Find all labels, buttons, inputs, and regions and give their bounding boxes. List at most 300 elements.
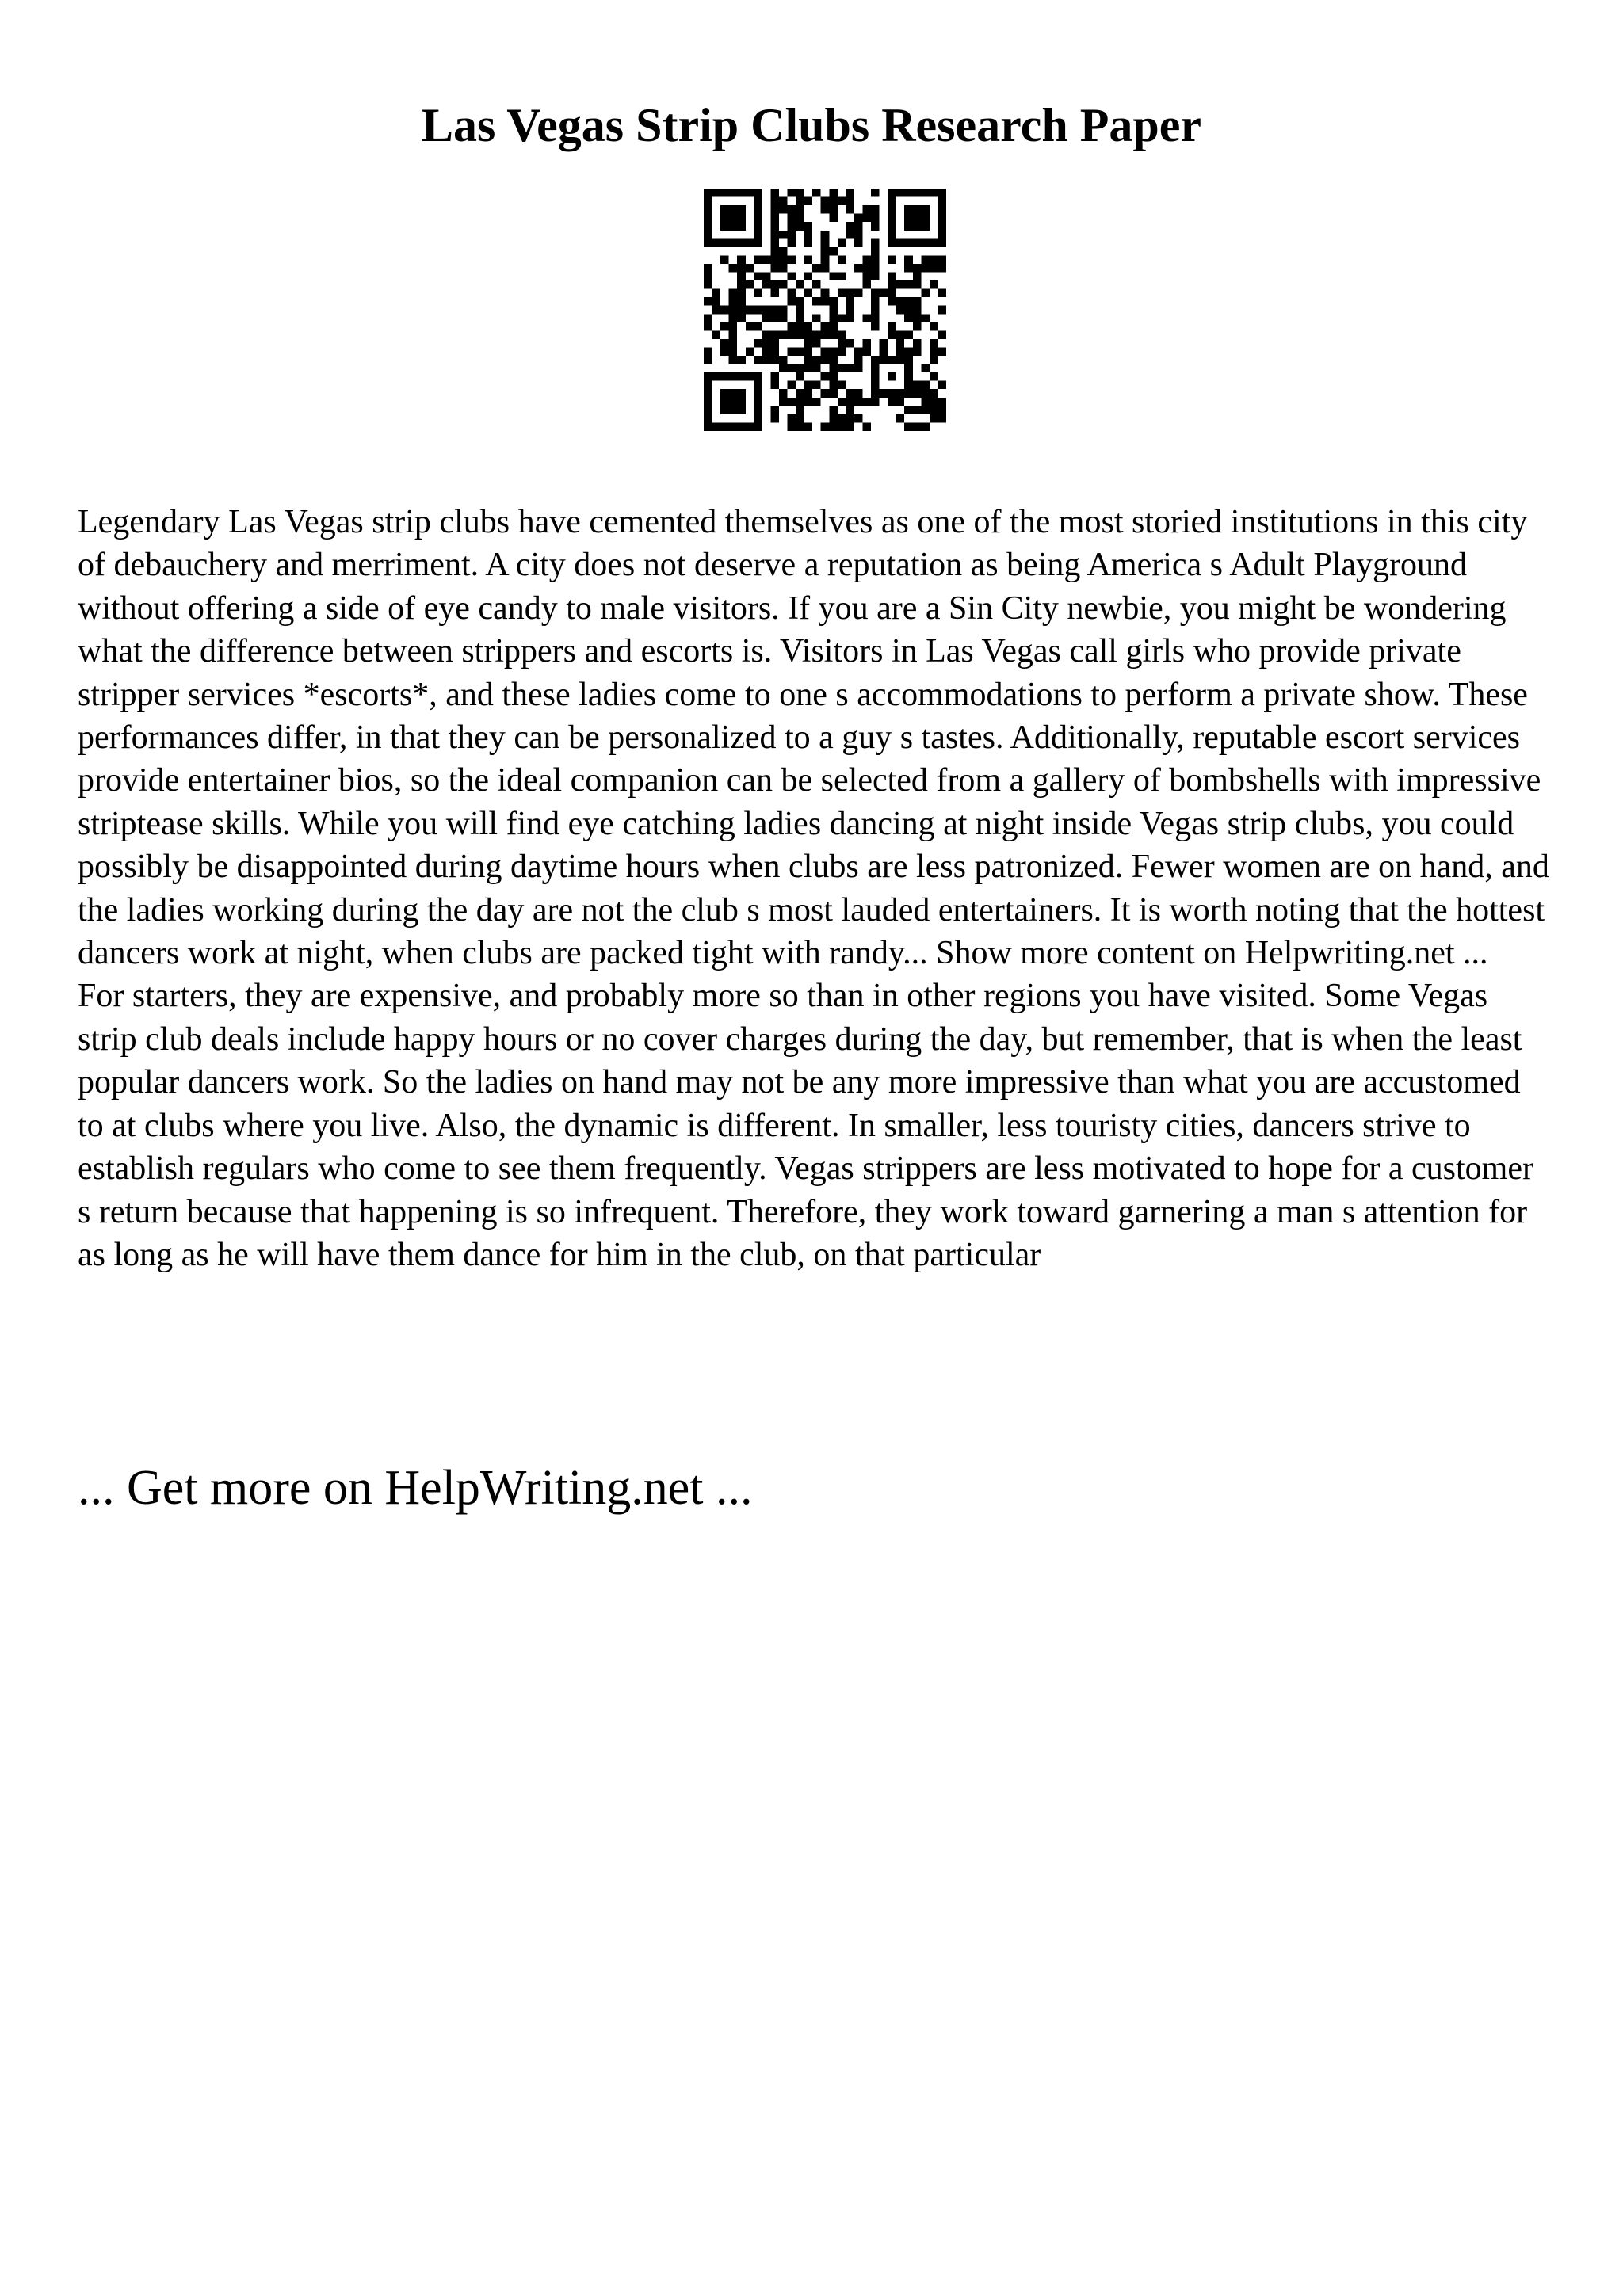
qr-module [888, 273, 896, 281]
qr-module [779, 205, 788, 214]
qr-module [862, 347, 871, 356]
qr-module [804, 356, 813, 364]
qr-module [930, 398, 938, 406]
qr-module [788, 330, 796, 339]
qr-module [829, 247, 838, 256]
qr-module [762, 330, 771, 339]
qr-module [754, 322, 762, 331]
qr-module [729, 238, 738, 247]
qr-module [796, 222, 804, 231]
qr-module [788, 297, 796, 306]
qr-module [904, 389, 913, 398]
qr-module [938, 289, 946, 298]
qr-module [930, 238, 938, 247]
qr-module [829, 347, 838, 356]
qr-module [930, 322, 938, 331]
qr-module [737, 372, 746, 381]
qr-module [737, 189, 746, 197]
qr-module [712, 189, 721, 197]
get-more-link[interactable]: ... Get more on HelpWriting.net ... [78, 1461, 753, 1515]
qr-module [762, 306, 771, 315]
qr-module [838, 289, 846, 298]
qr-code-graphic [704, 189, 946, 431]
qr-module [871, 398, 880, 406]
qr-module [779, 231, 788, 239]
qr-module [754, 356, 762, 364]
qr-module [862, 273, 871, 281]
qr-module [846, 364, 854, 373]
qr-module [921, 398, 930, 406]
qr-module [896, 339, 905, 348]
qr-module [871, 205, 880, 214]
qr-module [754, 422, 762, 431]
qr-module [880, 339, 888, 348]
qr-module [913, 214, 922, 223]
qr-module [737, 289, 746, 298]
qr-module [770, 189, 779, 197]
qr-module [770, 205, 779, 214]
qr-module [871, 238, 880, 247]
qr-module [704, 422, 712, 431]
qr-module [846, 197, 854, 206]
qr-module [729, 389, 738, 398]
qr-module [804, 273, 813, 281]
qr-module [729, 406, 738, 414]
qr-module [754, 389, 762, 398]
qr-module [938, 214, 946, 223]
qr-module [854, 264, 863, 273]
qr-module [729, 347, 738, 356]
qr-module [938, 414, 946, 423]
qr-module [829, 372, 838, 381]
qr-module [720, 255, 729, 264]
qr-module [729, 205, 738, 214]
qr-module [838, 381, 846, 390]
body-text [78, 501, 1552, 1276]
qr-module [904, 372, 913, 381]
qr-module [704, 280, 712, 289]
qr-module [896, 398, 905, 406]
qr-module [729, 214, 738, 223]
qr-module [804, 330, 813, 339]
qr-module [796, 406, 804, 414]
qr-module [796, 306, 804, 315]
qr-module [770, 222, 779, 231]
qr-module [788, 273, 796, 281]
qr-module [804, 389, 813, 398]
qr-module [913, 322, 922, 331]
qr-module [896, 389, 905, 398]
qr-module [930, 280, 938, 289]
qr-module [729, 339, 738, 348]
qr-module [729, 372, 738, 381]
qr-module [880, 347, 888, 356]
qr-module [779, 364, 788, 373]
qr-module [854, 389, 863, 398]
qr-module [904, 406, 913, 414]
qr-module [770, 264, 779, 273]
qr-module [896, 306, 905, 315]
qr-module [729, 297, 738, 306]
qr-module [829, 330, 838, 339]
qr-module [754, 238, 762, 247]
qr-module [871, 356, 880, 364]
qr-module [804, 222, 813, 231]
qr-module [770, 306, 779, 315]
qr-module [770, 238, 779, 247]
qr-module [821, 197, 830, 206]
qr-module [754, 231, 762, 239]
qr-module [770, 414, 779, 423]
qr-module [896, 356, 905, 364]
qr-module [704, 189, 712, 197]
qr-module [779, 197, 788, 206]
qr-module [846, 189, 854, 197]
qr-module [913, 238, 922, 247]
qr-module [704, 297, 712, 306]
qr-module [720, 322, 729, 331]
qr-module [888, 280, 896, 289]
qr-module [704, 273, 712, 281]
qr-module [888, 238, 896, 247]
qr-module [796, 297, 804, 306]
qr-module [871, 214, 880, 223]
qr-module [904, 280, 913, 289]
qr-module [720, 406, 729, 414]
qr-module [904, 255, 913, 264]
qr-module [854, 214, 863, 223]
qr-module [829, 306, 838, 315]
qr-module [754, 406, 762, 414]
qr-module [712, 422, 721, 431]
qr-module [704, 356, 712, 364]
qr-module [921, 381, 930, 390]
qr-module [729, 422, 738, 431]
qr-module [754, 414, 762, 423]
qr-module [938, 197, 946, 206]
qr-module [904, 205, 913, 214]
qr-module [737, 422, 746, 431]
qr-module [829, 364, 838, 373]
qr-module [770, 347, 779, 356]
qr-module [729, 222, 738, 231]
qr-module [788, 222, 796, 231]
qr-module [720, 422, 729, 431]
qr-module [938, 205, 946, 214]
qr-module [770, 356, 779, 364]
qr-module [904, 264, 913, 273]
qr-module [913, 381, 922, 390]
qr-module [921, 214, 930, 223]
qr-module [804, 398, 813, 406]
qr-module [913, 222, 922, 231]
qr-module [846, 398, 854, 406]
qr-module [829, 197, 838, 206]
qr-module [888, 389, 896, 398]
qr-module [913, 306, 922, 315]
qr-module [804, 422, 813, 431]
qr-module [704, 347, 712, 356]
qr-module [871, 289, 880, 298]
qr-module [704, 372, 712, 381]
qr-module [846, 222, 854, 231]
qr-module [812, 381, 821, 390]
qr-module [754, 197, 762, 206]
qr-module [904, 314, 913, 322]
qr-module [746, 306, 754, 315]
qr-module [838, 238, 846, 247]
qr-module [754, 372, 762, 381]
qr-module [904, 330, 913, 339]
qr-module [788, 289, 796, 298]
qr-module [938, 406, 946, 414]
qr-module [862, 214, 871, 223]
qr-module [704, 231, 712, 239]
qr-module [754, 273, 762, 281]
qr-module [871, 189, 880, 197]
qr-module [737, 306, 746, 315]
qr-module [871, 273, 880, 281]
qr-module [938, 306, 946, 315]
qr-module [746, 280, 754, 289]
qr-module [729, 189, 738, 197]
qr-module [838, 398, 846, 406]
qr-module [904, 347, 913, 356]
qr-module [829, 205, 838, 214]
qr-module [770, 214, 779, 223]
qr-module [754, 381, 762, 390]
qr-module [913, 347, 922, 356]
qr-module [862, 280, 871, 289]
qr-module [796, 372, 804, 381]
qr-module [913, 273, 922, 281]
qr-module [729, 356, 738, 364]
qr-module [921, 289, 930, 298]
qr-module [804, 238, 813, 247]
qr-module [904, 356, 913, 364]
qr-module [930, 414, 938, 423]
qr-module [888, 372, 896, 381]
qr-module [770, 280, 779, 289]
qr-module [788, 189, 796, 197]
qr-module [788, 238, 796, 247]
qr-module [896, 414, 905, 423]
qr-module [838, 273, 846, 281]
qr-module [796, 214, 804, 223]
qr-module [904, 189, 913, 197]
qr-module [821, 289, 830, 298]
qr-module [913, 297, 922, 306]
qr-module [729, 322, 738, 331]
qr-module [788, 381, 796, 390]
qr-module [704, 389, 712, 398]
qr-module [888, 189, 896, 197]
qr-module [804, 347, 813, 356]
qr-module [938, 222, 946, 231]
qr-module [737, 222, 746, 231]
qr-module [796, 364, 804, 373]
qr-module [871, 255, 880, 264]
qr-module [704, 322, 712, 331]
qr-module [938, 381, 946, 390]
qr-module [829, 214, 838, 223]
qr-module [754, 398, 762, 406]
qr-module [938, 231, 946, 239]
qr-module [762, 339, 771, 348]
qr-module [913, 314, 922, 322]
qr-module [754, 289, 762, 298]
qr-module [754, 189, 762, 197]
qr-module [796, 389, 804, 398]
qr-module [720, 347, 729, 356]
qr-module [913, 422, 922, 431]
qr-module [921, 364, 930, 373]
qr-module [712, 372, 721, 381]
qr-module [880, 389, 888, 398]
qr-module [754, 339, 762, 348]
qr-module [862, 205, 871, 214]
qr-module [821, 422, 830, 431]
qr-module [737, 264, 746, 273]
qr-module [854, 238, 863, 247]
qr-module [871, 364, 880, 373]
qr-module [737, 280, 746, 289]
qr-module [796, 205, 804, 214]
qr-module [737, 255, 746, 264]
qr-module [804, 322, 813, 331]
qr-module [812, 364, 821, 373]
qr-module [888, 255, 896, 264]
qr-module [737, 398, 746, 406]
qr-module [779, 306, 788, 315]
qr-module [854, 222, 863, 231]
qr-module [862, 422, 871, 431]
qr-module [821, 231, 830, 239]
qr-module [788, 322, 796, 331]
qr-module [930, 389, 938, 398]
qr-module [746, 422, 754, 431]
qr-module [838, 414, 846, 423]
qr-module [729, 264, 738, 273]
qr-module [846, 205, 854, 214]
qr-module [704, 205, 712, 214]
qr-module [888, 231, 896, 239]
qr-module [904, 238, 913, 247]
qr-module [921, 238, 930, 247]
qr-module [737, 214, 746, 223]
qr-module [888, 222, 896, 231]
qr-module [871, 322, 880, 331]
qr-module [871, 264, 880, 273]
qr-module [930, 189, 938, 197]
qr-module [913, 389, 922, 398]
qr-module [904, 214, 913, 223]
qr-module [904, 381, 913, 390]
qr-module [788, 231, 796, 239]
qr-module [770, 289, 779, 298]
qr-module [921, 205, 930, 214]
qr-module [770, 314, 779, 322]
qr-module [829, 273, 838, 281]
qr-module [788, 398, 796, 406]
qr-module [796, 398, 804, 406]
qr-module [770, 339, 779, 348]
qr-module [888, 398, 896, 406]
qr-module [821, 255, 830, 264]
qr-module [796, 189, 804, 197]
qr-module [720, 389, 729, 398]
qr-module [704, 214, 712, 223]
qr-module [746, 322, 754, 331]
qr-module [788, 414, 796, 423]
qr-module [854, 289, 863, 298]
qr-module [754, 306, 762, 315]
qr-module [921, 255, 930, 264]
qr-module [838, 314, 846, 322]
qr-module [913, 280, 922, 289]
qr-module [838, 339, 846, 348]
qr-module [854, 231, 863, 239]
qr-module [921, 389, 930, 398]
qr-module [746, 238, 754, 247]
qr-module [896, 330, 905, 339]
qr-module [737, 238, 746, 247]
qr-module [921, 264, 930, 273]
qr-module [896, 297, 905, 306]
qr-module [746, 372, 754, 381]
qr-module [921, 314, 930, 322]
qr-module [829, 381, 838, 390]
qr-module [888, 197, 896, 206]
qr-module [862, 314, 871, 322]
qr-module [796, 280, 804, 289]
qr-module [880, 356, 888, 364]
qr-module [788, 205, 796, 214]
qr-module [779, 280, 788, 289]
qr-module [729, 330, 738, 339]
qr-module [838, 422, 846, 431]
qr-module [930, 264, 938, 273]
qr-module [779, 255, 788, 264]
qr-module [704, 381, 712, 390]
qr-module [754, 222, 762, 231]
qr-module [821, 389, 830, 398]
qr-module [720, 372, 729, 381]
qr-module [804, 381, 813, 390]
qr-module [880, 289, 888, 298]
qr-module [862, 264, 871, 273]
qr-module [821, 372, 830, 381]
qr-module [913, 205, 922, 214]
qr-module [846, 231, 854, 239]
qr-module [704, 398, 712, 406]
paragraph: Legendary Las Vegas strip clubs have cemented themselves as one of the most storied institutions in this city of debauchery and merriment. A city does not deserve a reputation as being America s Adult Playground without offering a side of eye candy to male visitors. If you are a Sin City newbie, you might be wondering what the difference between strippers and escorts is. Visitors in Las Vegas call girls who provide private stripper services *escorts*, and these ladies come to one s accommodations to perform a private show. These performances differ, in that they can be personalized to a guy s tastes. Additionally, reputable escort services provide entertainer bios, so the ideal companion can be selected from a gallery of bombshells with impressive striptease skills. While you will find eye catching ladies dancing at night inside Vegas strip clubs, you could possibly be disappointed during daytime hours when clubs are less patronized. Fewer women are on hand, and the ladies working during the day are not the club s most lauded entertainers. It is worth noting that the hottest dancers work at night, when clubs are packed tight with randy... Show more content on Helpwriting.net ... [78, 504, 1549, 972]
qr-module [930, 406, 938, 414]
qr-module [704, 406, 712, 414]
qr-module [720, 189, 729, 197]
qr-module [862, 398, 871, 406]
qr-module [788, 347, 796, 356]
qr-module [896, 280, 905, 289]
qr-module [762, 347, 771, 356]
qr-module [729, 314, 738, 322]
qr-module [804, 364, 813, 373]
qr-module [762, 280, 771, 289]
qr-module [812, 398, 821, 406]
qr-module [829, 322, 838, 331]
qr-module [888, 205, 896, 214]
qr-module [888, 322, 896, 331]
